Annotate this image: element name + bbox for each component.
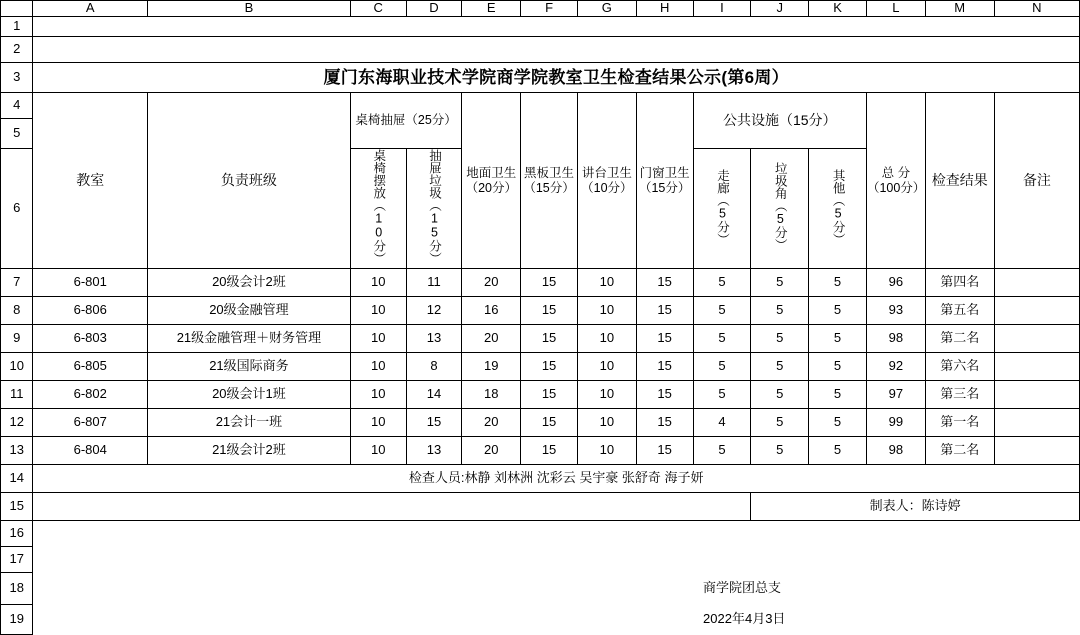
cell-other[interactable]: 5: [809, 353, 867, 381]
header-podium[interactable]: [577, 93, 636, 269]
cell-doors[interactable]: 15: [636, 269, 693, 297]
cell-floor[interactable]: 20: [462, 409, 521, 437]
cell-class[interactable]: 21级国际商务: [148, 353, 351, 381]
date-spacer: [33, 605, 693, 635]
row-header-13[interactable]: 13: [1, 437, 33, 465]
cell-corridor[interactable]: 5: [693, 381, 751, 409]
header-drawer-trash[interactable]: [406, 149, 462, 269]
form-maker-note[interactable]: 制表人：陈诗婷: [751, 493, 1080, 521]
cell-trash[interactable]: 5: [751, 409, 809, 437]
header-drawer-trash-text: 抽屉垃圾（15分）: [427, 149, 442, 265]
cell-result[interactable]: 第五名: [925, 297, 994, 325]
header-remark-text: 备注: [1022, 172, 1051, 189]
col-header-A[interactable]: A: [33, 1, 148, 17]
row-header-10[interactable]: 10: [1, 353, 33, 381]
cell-other[interactable]: 5: [809, 437, 867, 465]
corner-cell[interactable]: [1, 1, 33, 17]
cell-blackboard[interactable]: 15: [521, 269, 578, 297]
cell-class[interactable]: 21级会计2班: [148, 437, 351, 465]
cell-result[interactable]: 第二名: [925, 437, 994, 465]
cell-floor[interactable]: 16: [462, 297, 521, 325]
cell-corridor[interactable]: 4: [693, 409, 751, 437]
cell-podium[interactable]: 10: [577, 325, 636, 353]
table-title-text: 厦门东海职业技术学院商学院教室卫生检查结果公示(第6周）: [323, 67, 789, 87]
cell-classroom[interactable]: 6-806: [33, 297, 148, 325]
cell-blackboard[interactable]: 15: [521, 353, 578, 381]
col-header-M[interactable]: M: [925, 1, 994, 17]
cell-remark[interactable]: [994, 409, 1079, 437]
header-podium-text: 讲台卫生（10分）: [581, 165, 633, 195]
cell-floor[interactable]: 20: [462, 325, 521, 353]
row-header-15[interactable]: 15: [1, 493, 33, 521]
cell-desk[interactable]: 10: [350, 325, 406, 353]
cell-other[interactable]: 5: [809, 269, 867, 297]
sheet-row-16: [1, 521, 1080, 547]
cell-doors[interactable]: 15: [636, 437, 693, 465]
cell-remark[interactable]: [994, 353, 1079, 381]
header-corridor-text: 走廊（5分）: [715, 168, 730, 245]
footer-spacer-left[interactable]: [33, 493, 751, 521]
cell-trash[interactable]: 5: [751, 269, 809, 297]
sheet-row-18: [1, 573, 1080, 605]
row-header-8[interactable]: 8: [1, 297, 33, 325]
header-desk-arrangement[interactable]: [350, 149, 406, 269]
cell-total[interactable]: 92: [866, 353, 925, 381]
header-class-responsible[interactable]: [148, 93, 351, 269]
cell-class[interactable]: 20级会计1班: [148, 381, 351, 409]
header-other[interactable]: [809, 149, 867, 269]
table-row[interactable]: [1, 269, 1080, 297]
header-doors-windows-text: 门窗卫生（15分）: [638, 165, 691, 195]
cell-corridor[interactable]: 5: [693, 269, 751, 297]
cell-total[interactable]: 93: [866, 297, 925, 325]
row-header-16[interactable]: 16: [1, 521, 33, 547]
header-desk-drawer-group[interactable]: [350, 93, 462, 149]
header-public-facilities-group-text: 公共设施（15分）: [722, 112, 837, 129]
col-header-F[interactable]: F: [521, 1, 578, 17]
header-corridor[interactable]: [693, 149, 751, 269]
cell-doors[interactable]: 15: [636, 353, 693, 381]
cell-podium[interactable]: 10: [577, 437, 636, 465]
cell-desk[interactable]: 10: [350, 269, 406, 297]
cell-other[interactable]: 5: [809, 325, 867, 353]
cell-result[interactable]: 第六名: [925, 353, 994, 381]
col-header-L[interactable]: L: [866, 1, 925, 17]
row-header-6[interactable]: 6: [1, 149, 33, 269]
cell-floor[interactable]: 19: [462, 353, 521, 381]
cell-desk[interactable]: 10: [350, 437, 406, 465]
table-row[interactable]: [1, 409, 1080, 437]
table-row[interactable]: [1, 437, 1080, 465]
cell-trash[interactable]: 5: [751, 325, 809, 353]
cell-desk[interactable]: 10: [350, 353, 406, 381]
row-header-11[interactable]: 11: [1, 381, 33, 409]
row-header-18[interactable]: 18: [1, 573, 33, 605]
cell-corridor[interactable]: 5: [693, 297, 751, 325]
row-header-2[interactable]: 2: [1, 37, 33, 63]
cell-classroom[interactable]: 6-805: [33, 353, 148, 381]
col-header-J[interactable]: J: [751, 1, 809, 17]
header-floor[interactable]: [462, 93, 521, 269]
col-header-E[interactable]: E: [462, 1, 521, 17]
sheet-row-17: [1, 547, 1080, 573]
cell-total[interactable]: 97: [866, 381, 925, 409]
row-header-14[interactable]: 14: [1, 465, 33, 493]
row-header-17[interactable]: 17: [1, 547, 33, 573]
cell-classroom[interactable]: 6-801: [33, 269, 148, 297]
empty-area: [33, 17, 1080, 37]
cell-desk[interactable]: 10: [350, 381, 406, 409]
cell-desk[interactable]: 10: [350, 297, 406, 325]
sheet-row-14: [1, 465, 1080, 493]
table-row[interactable]: [1, 297, 1080, 325]
cell-podium[interactable]: 10: [577, 269, 636, 297]
col-header-B[interactable]: B: [148, 1, 351, 17]
cell-drawer[interactable]: 13: [406, 325, 462, 353]
cell-class[interactable]: 20级金融管理: [148, 297, 351, 325]
header-class-responsible-text: 负责班级: [220, 172, 277, 189]
col-header-G[interactable]: G: [577, 1, 636, 17]
cell-podium[interactable]: 10: [577, 297, 636, 325]
row-header-3[interactable]: 3: [1, 63, 33, 93]
col-header-C[interactable]: C: [350, 1, 406, 17]
cell-remark[interactable]: [994, 437, 1079, 465]
cell-doors[interactable]: 15: [636, 409, 693, 437]
col-header-I[interactable]: I: [693, 1, 751, 17]
cell-result[interactable]: 第四名: [925, 269, 994, 297]
cell-podium[interactable]: 10: [577, 409, 636, 437]
sheet-row-3: [1, 63, 1080, 93]
cell-trash[interactable]: 5: [751, 297, 809, 325]
header-classroom-text: 教室: [76, 172, 105, 189]
cell-remark[interactable]: [994, 381, 1079, 409]
sheet-row-4: [1, 93, 1080, 119]
cell-other[interactable]: 5: [809, 297, 867, 325]
org-spacer: [33, 573, 693, 605]
header-public-facilities-group[interactable]: [693, 93, 866, 149]
table-row[interactable]: [1, 381, 1080, 409]
col-header-D[interactable]: D: [406, 1, 462, 17]
cell-blackboard[interactable]: 15: [521, 297, 578, 325]
row-header-9[interactable]: 9: [1, 325, 33, 353]
footer-blank-17[interactable]: [33, 547, 1080, 573]
cell-blackboard[interactable]: 15: [521, 381, 578, 409]
header-remark[interactable]: [994, 93, 1079, 269]
cell-trash[interactable]: 5: [751, 437, 809, 465]
header-desk-drawer-group-text: 桌椅抽屉（25分）: [355, 113, 457, 127]
table-title[interactable]: [33, 63, 1080, 93]
row-header-12[interactable]: 12: [1, 409, 33, 437]
row-header-1[interactable]: 1: [1, 17, 33, 37]
header-total-text: 总 分（100分）: [866, 165, 926, 195]
cell-drawer[interactable]: 12: [406, 297, 462, 325]
cell-result[interactable]: 第一名: [925, 409, 994, 437]
sheet-row-15: [1, 493, 1080, 521]
cell-desk[interactable]: 10: [350, 409, 406, 437]
cell-total[interactable]: 96: [866, 269, 925, 297]
header-other-text: 其他（5分）: [831, 168, 846, 245]
cell-other[interactable]: 5: [809, 381, 867, 409]
row-header-5[interactable]: 5: [1, 119, 33, 149]
cell-result[interactable]: 第二名: [925, 325, 994, 353]
header-total[interactable]: [866, 93, 925, 269]
cell-floor[interactable]: 20: [462, 437, 521, 465]
organization-signature[interactable]: 商学院团总支: [693, 573, 1079, 605]
header-classroom[interactable]: [33, 93, 148, 269]
cell-remark[interactable]: [994, 297, 1079, 325]
col-header-N[interactable]: N: [994, 1, 1079, 17]
table-row[interactable]: [1, 325, 1080, 353]
cell-remark[interactable]: [994, 269, 1079, 297]
row-header-19[interactable]: 19: [1, 605, 33, 635]
cell-corridor[interactable]: 5: [693, 325, 751, 353]
cell-drawer[interactable]: 15: [406, 409, 462, 437]
cell-corridor[interactable]: 5: [693, 437, 751, 465]
cell-class[interactable]: 20级会计2班: [148, 269, 351, 297]
cell-podium[interactable]: 10: [577, 381, 636, 409]
sheet-row-1: [1, 17, 1080, 37]
cell-drawer[interactable]: 14: [406, 381, 462, 409]
cell-drawer[interactable]: 13: [406, 437, 462, 465]
cell-floor[interactable]: 20: [462, 269, 521, 297]
cell-classroom[interactable]: 6-807: [33, 409, 148, 437]
header-trash-corner[interactable]: [751, 149, 809, 269]
col-header-H[interactable]: H: [636, 1, 693, 17]
date-signature[interactable]: 2022年4月3日: [693, 605, 1079, 635]
header-desk-arrangement-text: 桌椅摆放（10分）: [371, 149, 386, 265]
table-top-spacer[interactable]: [33, 37, 1080, 63]
cell-total[interactable]: 99: [866, 409, 925, 437]
cell-total[interactable]: 98: [866, 437, 925, 465]
header-result-text: 检查结果: [931, 172, 988, 189]
cell-remark[interactable]: [994, 325, 1079, 353]
footer-blank-16[interactable]: [33, 521, 1080, 547]
cell-doors[interactable]: 15: [636, 297, 693, 325]
header-doors-windows[interactable]: [636, 93, 693, 269]
cell-class[interactable]: 21级金融管理＋财务管理: [148, 325, 351, 353]
col-header-K[interactable]: K: [809, 1, 867, 17]
cell-trash[interactable]: 5: [751, 381, 809, 409]
header-blackboard-text: 黑板卫生（15分）: [523, 165, 575, 195]
cell-blackboard[interactable]: 15: [521, 409, 578, 437]
table-row[interactable]: [1, 353, 1080, 381]
cell-blackboard[interactable]: 15: [521, 325, 578, 353]
cell-classroom[interactable]: 6-804: [33, 437, 148, 465]
sheet-row-2: [1, 37, 1080, 63]
cell-classroom[interactable]: 6-802: [33, 381, 148, 409]
cell-doors[interactable]: 15: [636, 381, 693, 409]
header-floor-text: 地面卫生（20分）: [465, 165, 517, 195]
row-header-7[interactable]: 7: [1, 269, 33, 297]
cell-trash[interactable]: 5: [751, 353, 809, 381]
cell-floor[interactable]: 18: [462, 381, 521, 409]
cell-other[interactable]: 5: [809, 409, 867, 437]
cell-podium[interactable]: 10: [577, 353, 636, 381]
header-trash-corner-text: 垃圾角（5分）: [773, 162, 788, 252]
sheet-row-19: [1, 605, 1080, 635]
cell-drawer[interactable]: 8: [406, 353, 462, 381]
cell-corridor[interactable]: 5: [693, 353, 751, 381]
header-blackboard[interactable]: [521, 93, 578, 269]
cell-classroom[interactable]: 6-803: [33, 325, 148, 353]
row-header-4[interactable]: 4: [1, 93, 33, 119]
cell-drawer[interactable]: 11: [406, 269, 462, 297]
cell-blackboard[interactable]: 15: [521, 437, 578, 465]
header-result[interactable]: [925, 93, 994, 269]
cell-total[interactable]: 98: [866, 325, 925, 353]
cell-result[interactable]: 第三名: [925, 381, 994, 409]
inspectors-note[interactable]: 检查人员:林静 刘林洲 沈彩云 吴宇豪 张舒奇 海子妍: [33, 465, 1080, 493]
cell-class[interactable]: 21会计一班: [148, 409, 351, 437]
column-header-row: [1, 1, 1080, 17]
cell-doors[interactable]: 15: [636, 325, 693, 353]
